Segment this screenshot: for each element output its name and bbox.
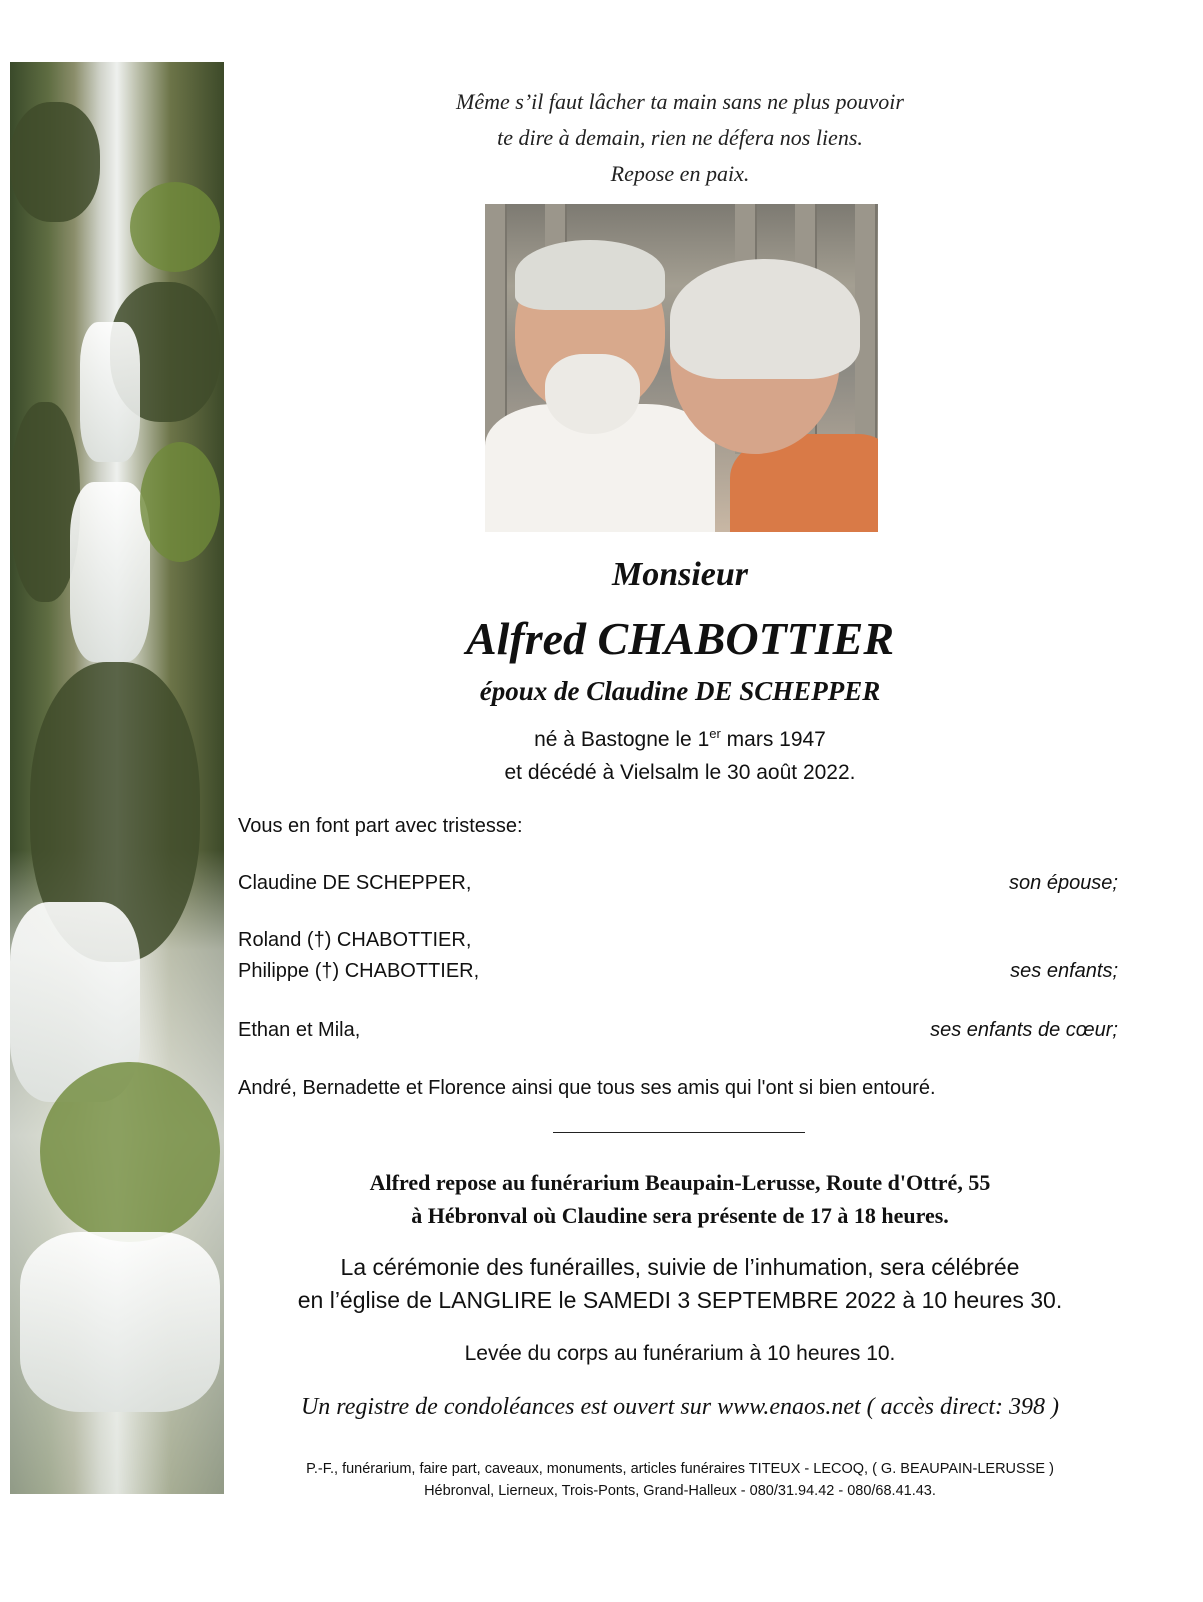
intro-line: Vous en font part avec tristesse: — [238, 815, 523, 837]
ceremony-line: en l’église de LANGLIRE le SAMEDI 3 SEPTEMBRE 2022 à 10 heures 30. — [297, 1287, 1063, 1313]
family-names: Philippe (†) CHABOTTIER, — [238, 960, 480, 982]
family-row — [238, 960, 1118, 983]
footer-line: Hébronval, Lierneux, Trois-Ponts, Grand-Halleux - 080/31.94.42 - 080/68.41.43. — [424, 1483, 936, 1499]
ceremony-line: La cérémonie des funérailles, suivie de l’inhumation, sera célébrée — [340, 1254, 1020, 1280]
family-names: Claudine DE SCHEPPER, — [238, 872, 472, 894]
footer — [230, 1458, 1130, 1502]
viewing-info — [230, 1166, 1130, 1232]
deceased-name: Alfred CHABOTTIER — [465, 613, 895, 664]
deceased-title: Monsieur — [611, 556, 749, 593]
family-names: André, Bernadette et Florence ainsi que tous ses amis qui l'ont si bien entouré. — [238, 1077, 936, 1099]
poem-line: Repose en paix. — [610, 161, 750, 186]
divider — [553, 1132, 805, 1133]
family-row — [238, 1019, 1118, 1042]
waterfall-side-image — [10, 62, 224, 1494]
family-names: Roland (†) CHABOTTIER, — [238, 929, 472, 951]
family-relation: ses enfants; — [1010, 960, 1118, 982]
death-line: et décédé à Vielsalm le 30 août 2022. — [504, 761, 856, 784]
viewing-line: Alfred repose au funérarium Beaupain-Lerusse, Route d'Ottré, 55 — [369, 1170, 991, 1195]
portrait-photo — [485, 204, 878, 532]
spouse-line: époux de Claudine DE SCHEPPER — [479, 676, 881, 706]
viewing-line: à Hébronval où Claudine sera présente de 17 à 18 heures. — [411, 1203, 949, 1228]
family-names: Ethan et Mila, — [238, 1019, 361, 1041]
condolence-register: Un registre de condoléances est ouvert sur www.enaos.net ( accès direct: 398 ) — [300, 1394, 1060, 1420]
footer-line: P.-F., funérarium, faire part, caveaux, monuments, articles funéraires TITEUX - LECOQ, ( G. BEAUPAIN-LERUSSE ) — [306, 1461, 1054, 1477]
poem — [380, 84, 980, 192]
birth-prefix: né à Bastogne le 1 — [534, 728, 710, 751]
family-relation: ses enfants de cœur; — [930, 1019, 1118, 1041]
birth-line — [380, 726, 980, 752]
poem-line: Même s’il faut lâcher ta main sans ne plus pouvoir — [456, 89, 904, 114]
family-row — [238, 929, 1118, 952]
ceremony-info — [230, 1251, 1130, 1317]
family-row — [238, 1077, 1118, 1100]
birth-ordinal: er — [709, 726, 721, 741]
levee-info: Levée du corps au funérarium à 10 heures 10. — [464, 1342, 896, 1365]
poem-line: te dire à demain, rien ne défera nos liens. — [497, 125, 863, 150]
family-row — [238, 872, 1118, 895]
birth-suffix: mars 1947 — [720, 728, 826, 751]
family-relation: son épouse; — [1009, 872, 1118, 894]
